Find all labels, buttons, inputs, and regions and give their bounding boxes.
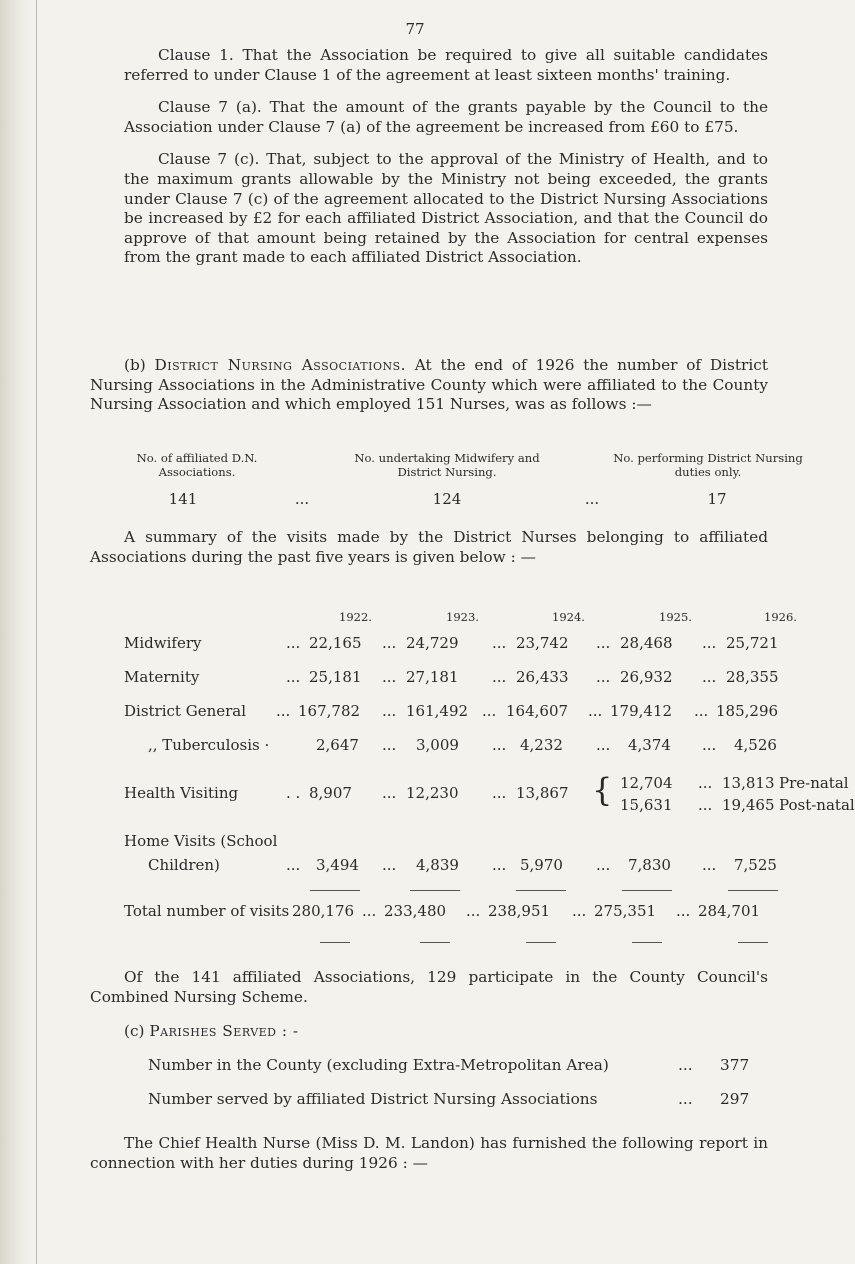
sum-rule (632, 942, 662, 943)
table-row: District General ... 167,782 ... 161,492 ... 164,607 ... 179,412 ... 185,296 (124, 702, 779, 720)
parishes-row-county: Number in the County (excluding Extra-Metropolitan Area) ... 377 (148, 1056, 750, 1074)
affiliation-header-2: No. undertaking Midwifery and District Nursing. (354, 451, 540, 479)
closing-paragraph: The Chief Health Nurse (Miss D. M. Landon) has furnished the following report in connection with her duties during 1926 : — (90, 1134, 768, 1172)
table-row-health-visiting: Health Visiting . . 8,907 ... 12,230 ... 13,867 { 12,704 15,631 ... ... 13,813 19,465 Pre-natal Post-natal (124, 771, 855, 814)
sum-rule (526, 942, 556, 943)
year-1924: 1924. (552, 610, 585, 624)
document-page: 77 Clause 1. That the Association be required to give all suitable candidates referred to under Clause 1 of the agreement at least sixteen months' training. Clause 7 (a). That the amount of the grants payable by the Council to the Association under Clause 7 (a) of the agreement be increased from £60 to £75. Clause 7 (c). That, subject to the approval of the Ministry of Health, and to the maximum grants allowable by the Ministry not being exceeded, the grants under Clause 7 (c) of the agreement allocated to the District Nursing Associations be increased by £2 for each affiliated District Association, and that the Council do approve of that amount being retained by the Association for central expenses from the grant made to each affiliated District Association. (b) District Nursing Associations. At the end of 1926 the number of District Nursing Associations in the Administrative County which were affiliated to the County Nursing Association and which employed 151 Nurses, was as follows :— No. of affiliated D.N. Associations. No. undertaking Midwifery and District Nursing. No. performing District Nursing duties only. 141 ... 124 ... 17 A summary of the visits made by the District Nurses belonging to affiliated Associations during the past five years is given below : — 1922. 1923. 1924. 1925. 1926. Midwifery ... 22,165 ... 24,729 ... 23,742 ... 28,468 ... 25,721 Maternity ... 25,181 ... 27,181 ... 26,433 ... 26,932 ... 28,355 District General ... 167,782 ... 161,492 ... 164,607 ... 179,412 ... 185,296 ,, Tuberculosis · 2,647 ... 3,009 ... 4,232 ... 4,374 ... 4,526 Health Visiting . . 8,907 ... 12,230 ... 13,867 { 12,704 15,631 ... ... 13,813 19,465 Pre-natal Post-natal Home Visits (School Children) ... 3,494 ... 4,839 ... 5,970 ... 7,830 ... 7,525 Total number of visits 280,176 ... 233,480 ... 238,951 ... 275,351 ... 284,701 Of the 141 affiliated Associations, 129 participate in the County Council's Combined Nursing Scheme. (c) Parishes Served : - Number in the County (excluding Extra-Metropolitan Area) ... 377 Number served by affiliated District Nursing Associations ... 297 The Chief Health Nurse (Miss D. M. Landon) has furnished the following report in connection with her duties during 1926 : — (38, 0, 792, 1264)
clause-1: Clause 1. That the Association be required to give all suitable candidates referred to under Clause 1 of the agreement at least sixteen months' training. (124, 46, 768, 84)
table-row: ,, Tuberculosis · 2,647 ... 3,009 ... 4,232 ... 4,374 ... 4,526 (148, 736, 777, 754)
sum-rule (310, 890, 360, 891)
section-c-heading: Parishes Served : - (149, 1022, 299, 1040)
section-c (124, 1022, 768, 1042)
sum-rule (320, 942, 350, 943)
midwifery-count: 124 (432, 490, 462, 508)
page-edge-shadow (0, 0, 34, 1264)
sum-rule (728, 890, 778, 891)
sum-rule (622, 890, 672, 891)
section-b-heading: District Nursing Associations. (154, 356, 406, 374)
table-row: Maternity ... 25,181 ... 27,181 ... 26,433 ... 26,932 ... 28,355 (124, 668, 779, 686)
sum-rule (738, 942, 768, 943)
affiliation-header-1: No. of affiliated D.N. Associations. (136, 451, 258, 479)
clauses-block (124, 46, 768, 281)
table-row-home-visits: Home Visits (School Children) ... 3,494 ... 4,839 ... 5,970 ... 7,830 ... 7,525 (124, 832, 777, 874)
section-b-marker: (b) (124, 356, 146, 374)
table-row-total: Total number of visits 280,176 ... 233,480 ... 238,951 ... 275,351 ... 284,701 (124, 902, 761, 920)
clause-7a: Clause 7 (a). That the amount of the grants payable by the Council to the Association under Clause 7 (a) of the agreement be increased from £60 to £75. (124, 98, 768, 136)
sum-rule (420, 942, 450, 943)
combined-scheme-note: Of the 141 affiliated Associations, 129 participate in the County Council's Combined Nursing Scheme. (90, 968, 768, 1006)
affiliated-count: 141 (168, 490, 198, 508)
section-c-marker: (c) (124, 1022, 145, 1040)
year-1922: 1922. (339, 610, 372, 624)
sum-rule (410, 890, 460, 891)
summary-intro: A summary of the visits made by the District Nurses belonging to affiliated Associations during the past five years is given below : — (90, 528, 768, 566)
year-1923: 1923. (446, 610, 479, 624)
section-b (90, 356, 768, 428)
section-b-text: At the end of 1926 the number of District Nursing Associations in the Administrative County which were affiliated to the County Nursing Association and which employed 151 Nurses, was as follows :— (90, 356, 768, 414)
year-1925: 1925. (659, 610, 692, 624)
affiliation-header-3: No. performing District Nursing duties only. (613, 451, 803, 479)
table-row: Midwifery ... 22,165 ... 24,729 ... 23,742 ... 28,468 ... 25,721 (124, 634, 779, 652)
brace-icon: { (592, 771, 613, 809)
parishes-row-served: Number served by affiliated District Nursing Associations ... 297 (148, 1090, 750, 1108)
year-1926: 1926. (764, 610, 797, 624)
sum-rule (516, 890, 566, 891)
clause-7c: Clause 7 (c). That, subject to the approval of the Ministry of Health, and to the maximum grants allowable by the Ministry not being exceeded, the grants under Clause 7 (c) of the agreement allocated to the District Nursing Associations be increased by £2 for each affiliated District Association, and that the Council do approve of that amount being retained by the Association for central expenses from the grant made to each affiliated District Association. (124, 150, 768, 267)
page-number: 77 (405, 20, 425, 38)
district-only-count: 17 (707, 490, 727, 508)
binding-line (36, 0, 37, 1264)
